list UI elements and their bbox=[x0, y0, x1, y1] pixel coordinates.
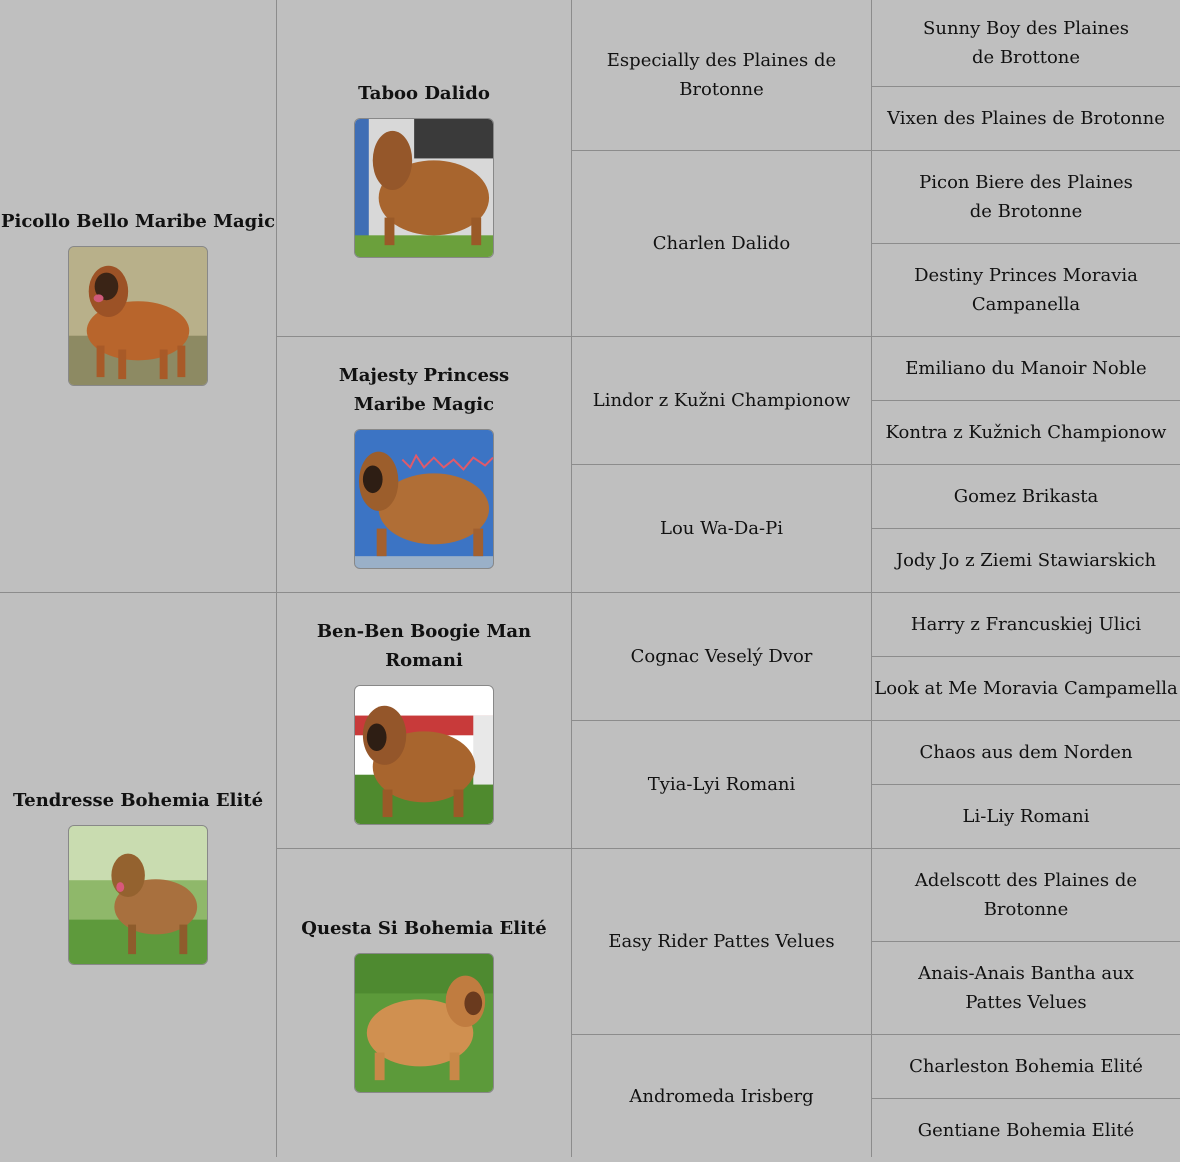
pedigree-cell-gen4 bbox=[872, 337, 1180, 400]
briard-dog-photo[interactable] bbox=[68, 825, 208, 965]
dog-name-link[interactable]: Ben-Ben Boogie Man Romani bbox=[316, 620, 532, 671]
dog-name-link[interactable]: Easy Rider Pattes Velues bbox=[608, 931, 835, 952]
dog-name-link[interactable]: Look at Me Moravia Campamella bbox=[874, 678, 1178, 699]
dog-name-link[interactable]: Tendresse Bohemia Elité bbox=[12, 789, 264, 811]
pedigree-cell-grandparent bbox=[277, 593, 571, 848]
pedigree-cell-gen4 bbox=[872, 942, 1180, 1034]
pedigree-cell-parent bbox=[0, 593, 276, 1157]
dog-name-link[interactable]: Vixen des Plaines de Brotonne bbox=[887, 108, 1165, 129]
dog-photo-graphic bbox=[355, 954, 493, 1092]
briard-dog-photo[interactable] bbox=[354, 118, 494, 258]
pedigree-cell-gen3 bbox=[572, 151, 871, 336]
pedigree-cell-gen4 bbox=[872, 721, 1180, 784]
dog-name-link[interactable]: Majesty Princess Maribe Magic bbox=[338, 364, 510, 415]
pedigree-cell-gen3 bbox=[572, 849, 871, 1034]
dog-name-link[interactable]: Tyia-Lyi Romani bbox=[647, 774, 796, 795]
dog-name-link[interactable]: Especially des Plaines de Brotonne bbox=[606, 50, 837, 100]
dog-name-link[interactable]: Questa Si Bohemia Elité bbox=[301, 917, 547, 939]
dog-name-link[interactable]: Taboo Dalido bbox=[358, 82, 490, 104]
pedigree-cell-gen3 bbox=[572, 465, 871, 592]
pedigree-cell-gen3 bbox=[572, 0, 871, 150]
dog-name-link[interactable]: Charlen Dalido bbox=[652, 233, 791, 254]
dog-name-link[interactable]: Gomez Brikasta bbox=[953, 486, 1099, 507]
pedigree-cell-gen3 bbox=[572, 337, 871, 464]
pedigree-cell-gen4 bbox=[872, 0, 1180, 86]
pedigree-cell-gen4 bbox=[872, 785, 1180, 848]
pedigree-cell-parent bbox=[0, 0, 276, 592]
pedigree-cell-gen4 bbox=[872, 1099, 1180, 1162]
dog-name-link[interactable]: Jody Jo z Ziemi Stawiarskich bbox=[895, 550, 1157, 571]
pedigree-cell-grandparent bbox=[277, 0, 571, 336]
dog-photo-graphic bbox=[355, 686, 493, 824]
dog-name-link[interactable]: Andromeda Irisberg bbox=[629, 1085, 814, 1107]
dog-name-link[interactable]: Lindor z Kužni Championow bbox=[592, 390, 851, 411]
dog-name-link[interactable]: Picollo Bello Maribe Magic bbox=[0, 210, 276, 232]
dog-photo-graphic bbox=[69, 826, 207, 964]
dog-name-link[interactable]: Picon Biere des Plaines de Brotonne bbox=[919, 172, 1133, 222]
pedigree-cell-gen4 bbox=[872, 244, 1180, 336]
dog-photo-graphic bbox=[355, 119, 493, 257]
pedigree-cell-grandparent bbox=[277, 337, 571, 592]
briard-dog-photo[interactable] bbox=[354, 429, 494, 569]
briard-dog-photo[interactable] bbox=[68, 246, 208, 386]
dog-name-link[interactable]: Sunny Boy des Plaines de Brottone bbox=[923, 18, 1129, 68]
pedigree-cell-gen4 bbox=[872, 465, 1180, 528]
dog-name-link[interactable]: Charleston Bohemia Elité bbox=[909, 1056, 1143, 1077]
dog-name-link[interactable]: Anais-Anais Bantha aux Pattes Velues bbox=[918, 963, 1134, 1013]
dog-name-link[interactable]: Emiliano du Manoir Noble bbox=[905, 358, 1147, 379]
pedigree-cell-gen4 bbox=[872, 1035, 1180, 1098]
dog-name-link[interactable]: Cognac Veselý Dvor bbox=[630, 646, 813, 667]
dog-name-link[interactable]: Harry z Francuskiej Ulici bbox=[910, 614, 1142, 635]
pedigree-cell-gen4 bbox=[872, 87, 1180, 150]
pedigree-cell-gen3 bbox=[572, 721, 871, 848]
pedigree-cell-gen4 bbox=[872, 657, 1180, 720]
dog-name-link[interactable]: Kontra z Kužnich Championow bbox=[885, 422, 1167, 443]
dog-name-link[interactable]: Gentiane Bohemia Elité bbox=[917, 1120, 1135, 1141]
dog-photo-graphic bbox=[69, 247, 207, 385]
pedigree-cell-gen4 bbox=[872, 593, 1180, 656]
pedigree-cell-gen3 bbox=[572, 593, 871, 720]
dog-name-link[interactable]: Adelscott des Plaines de Brotonne bbox=[914, 870, 1138, 920]
dog-name-link[interactable]: Li-Liy Romani bbox=[962, 806, 1090, 827]
dog-name-link[interactable]: Destiny Princes Moravia Campanella bbox=[914, 265, 1138, 315]
pedigree-cell-gen4 bbox=[872, 151, 1180, 243]
pedigree-cell-gen4 bbox=[872, 529, 1180, 592]
pedigree-cell-gen4 bbox=[872, 849, 1180, 941]
dog-photo-graphic bbox=[355, 430, 493, 568]
pedigree-cell-gen3 bbox=[572, 1035, 871, 1157]
briard-dog-photo[interactable] bbox=[354, 685, 494, 825]
briard-dog-photo[interactable] bbox=[354, 953, 494, 1093]
pedigree-cell-gen4 bbox=[872, 401, 1180, 464]
dog-name-link[interactable]: Chaos aus dem Norden bbox=[919, 742, 1133, 763]
pedigree-cell-grandparent bbox=[277, 849, 571, 1157]
dog-name-link[interactable]: Lou Wa-Da-Pi bbox=[660, 518, 783, 539]
